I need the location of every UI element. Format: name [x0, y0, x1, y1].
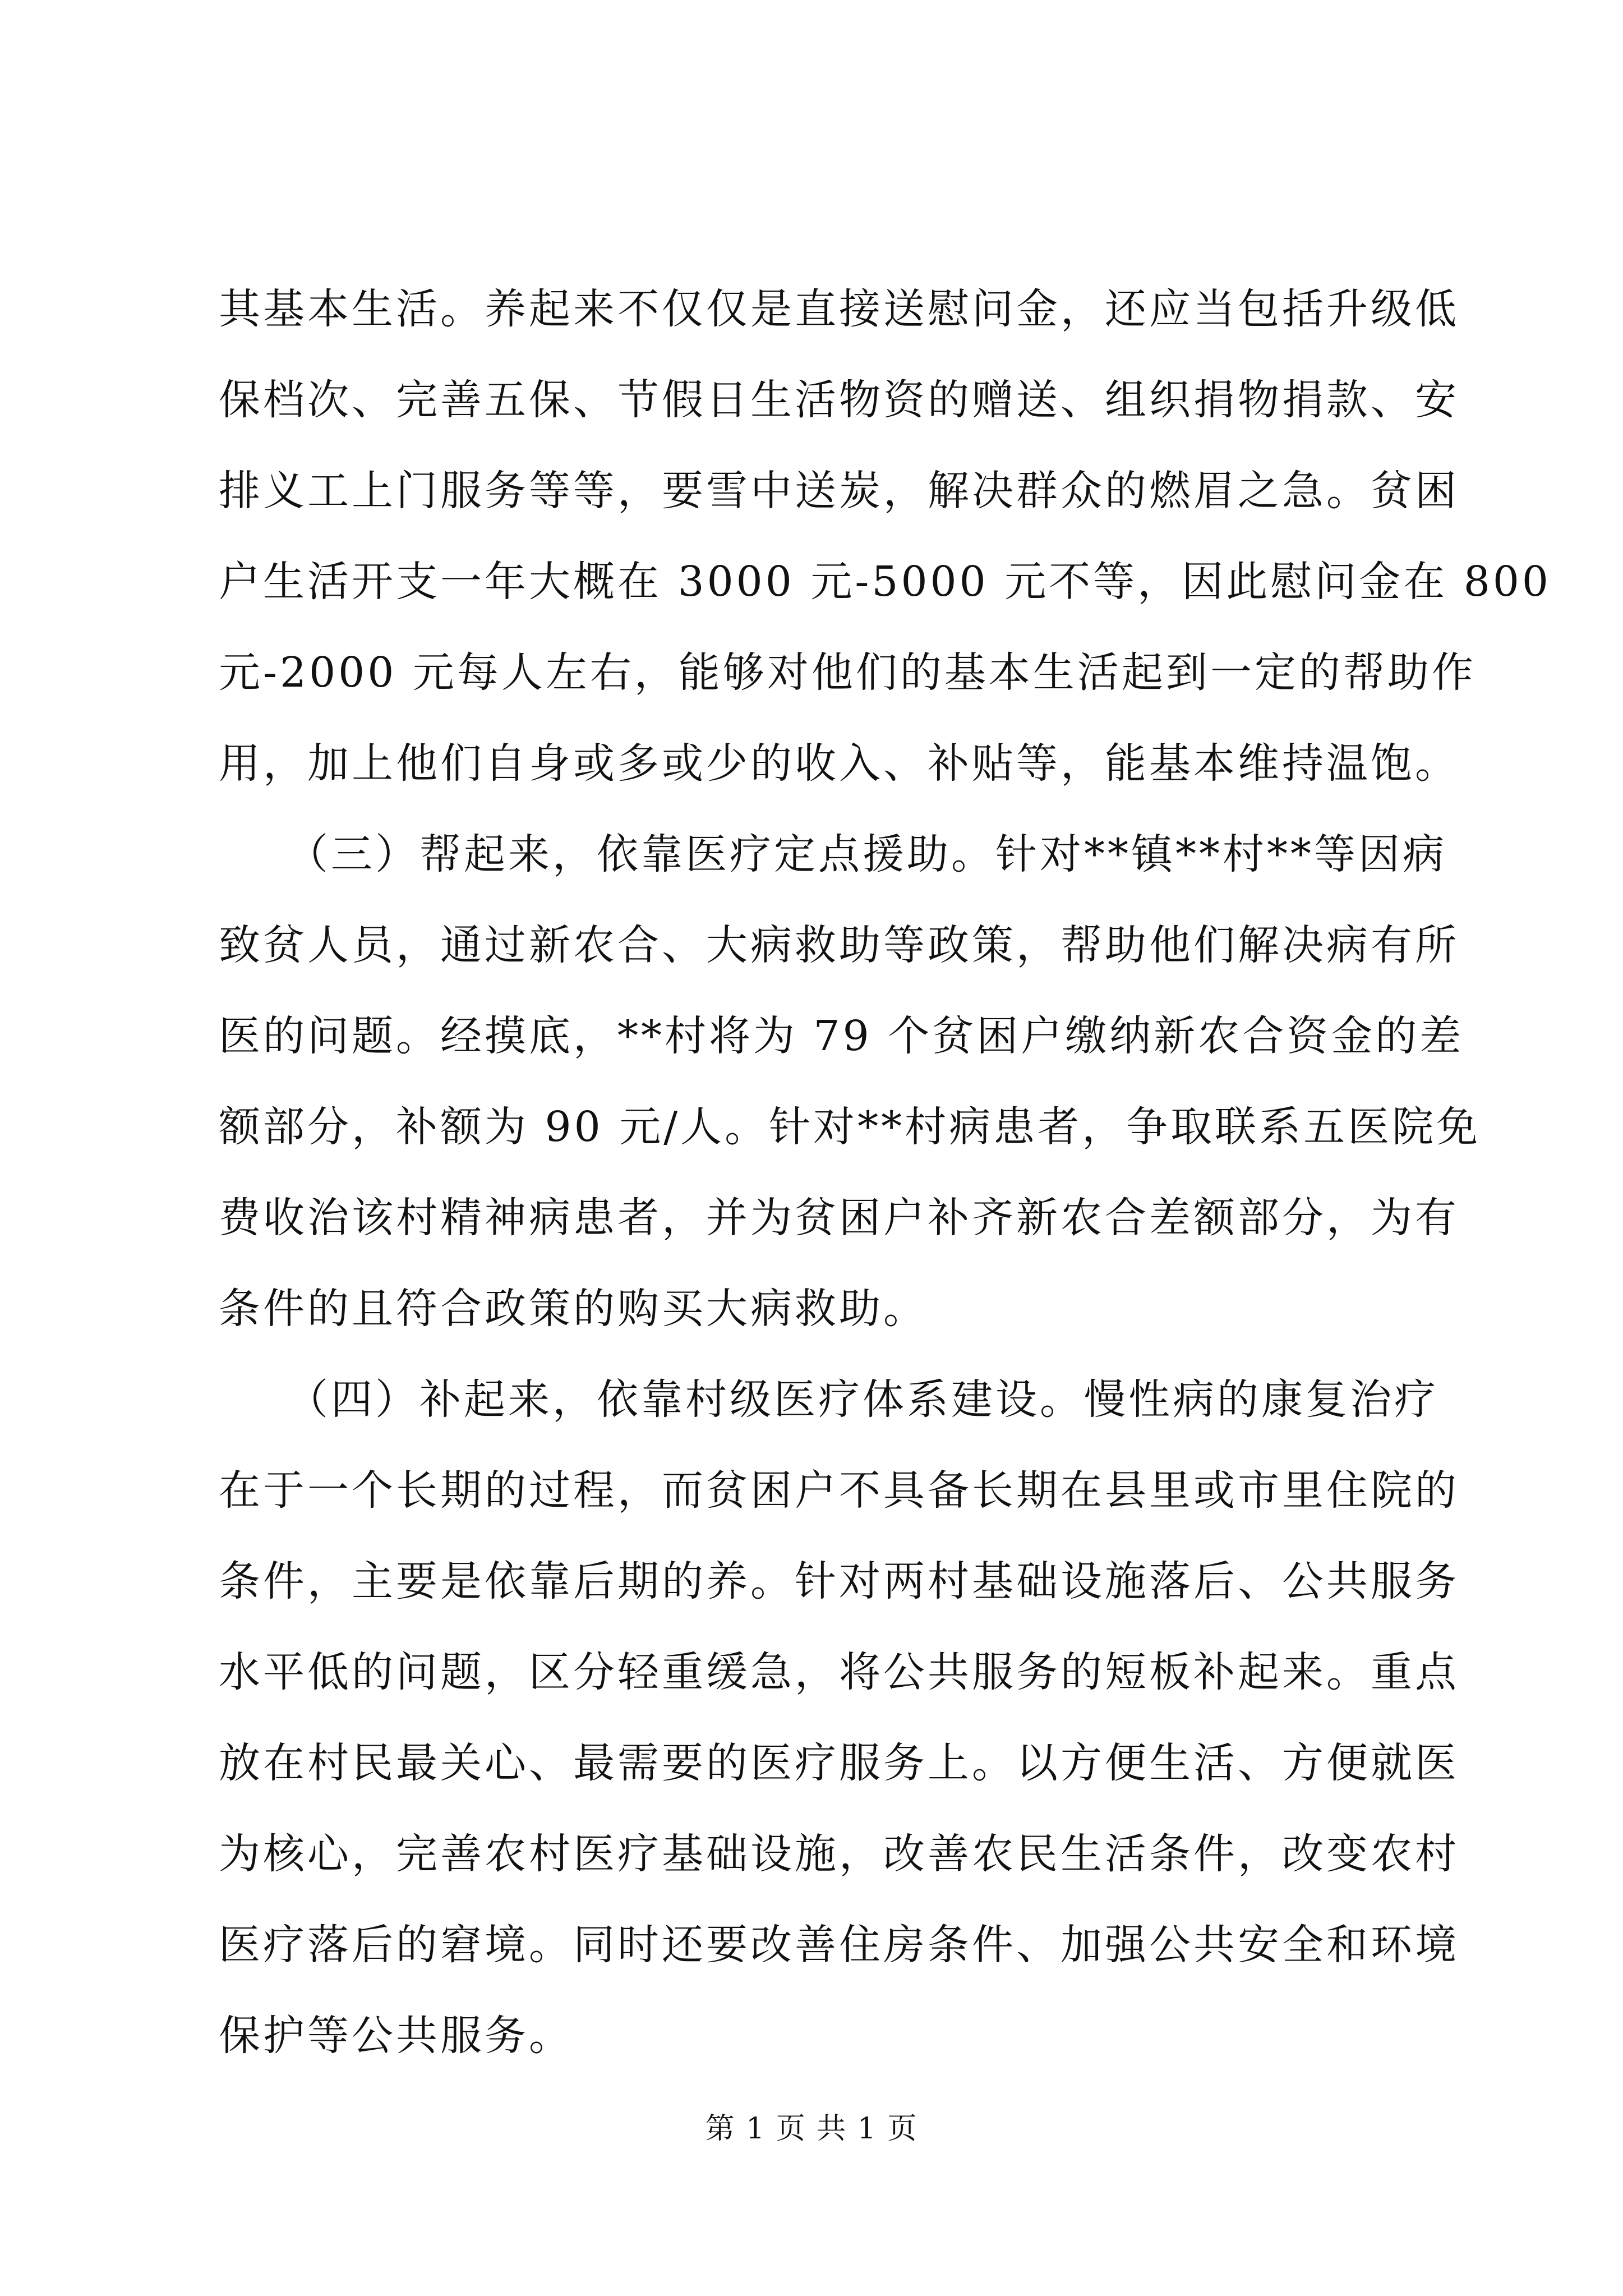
- page-number-label: 第 1 页 共 1 页: [705, 2112, 918, 2146]
- paragraph: [219, 1354, 1459, 2081]
- text-line: 元-2000 元每人左右，能够对他们的基本生活起到一定的帮助作: [219, 648, 1476, 697]
- text-line: 保护等公共服务。: [219, 2012, 573, 2060]
- text-line: 其基本生活。养起来不仅仅是直接送慰问金，还应当包括升级低: [219, 285, 1459, 333]
- text-line: 医的问题。经摸底，**村将为 79 个贫困户缴纳新农合资金的差: [219, 1012, 1464, 1060]
- text-line: 为核心，完善农村医疗基础设施，改善农民生活条件，改变农村: [219, 1830, 1459, 1878]
- text-line: 条件，主要是依靠后期的养。针对两村基础设施落后、公共服务: [219, 1557, 1459, 1605]
- text-line: （三）帮起来，依靠医疗定点援助。针对**镇**村**等因病: [219, 830, 1447, 878]
- text-line: （四）补起来，依靠村级医疗体系建设。慢性病的康复治疗: [219, 1375, 1438, 1424]
- text-line: 保档次、完善五保、节假日生活物资的赠送、组织捐物捐款、安: [219, 376, 1459, 424]
- paragraph: [219, 809, 1481, 1354]
- text-line: 条件的且符合政策的购买大病救助。: [219, 1285, 928, 1333]
- text-line: 放在村民最关心、最需要的医疗服务上。以方便生活、方便就医: [219, 1739, 1459, 1787]
- text-line: 致贫人员，通过新农合、大病救助等政策，帮助他们解决病有所: [219, 921, 1459, 969]
- text-line: 额部分，补额为 90 元/人。针对**村病患者，争取联系五医院免: [219, 1103, 1481, 1151]
- text-line: 水平低的问题，区分轻重缓急，将公共服务的短板补起来。重点: [219, 1648, 1459, 1696]
- text-line: 在于一个长期的过程，而贫困户不具备长期在县里或市里住院的: [219, 1466, 1459, 1515]
- text-line: 医疗落后的窘境。同时还要改善住房条件、加强公共安全和环境: [219, 1921, 1459, 1969]
- text-line: 用，加上他们自身或多或少的收入、补贴等，能基本维持温饱。: [219, 739, 1459, 788]
- page-footer: [0, 2109, 1623, 2148]
- text-line: 排义工上门服务等等，要雪中送炭，解决群众的燃眉之急。贫困: [219, 467, 1459, 515]
- paragraph: [219, 264, 1551, 809]
- text-line: 费收治该村精神病患者，并为贫困户补齐新农合差额部分，为有: [219, 1194, 1459, 1242]
- document-body: [219, 264, 1551, 2081]
- text-line: 户生活开支一年大概在 3000 元-5000 元不等，因此慰问金在 800: [219, 558, 1551, 606]
